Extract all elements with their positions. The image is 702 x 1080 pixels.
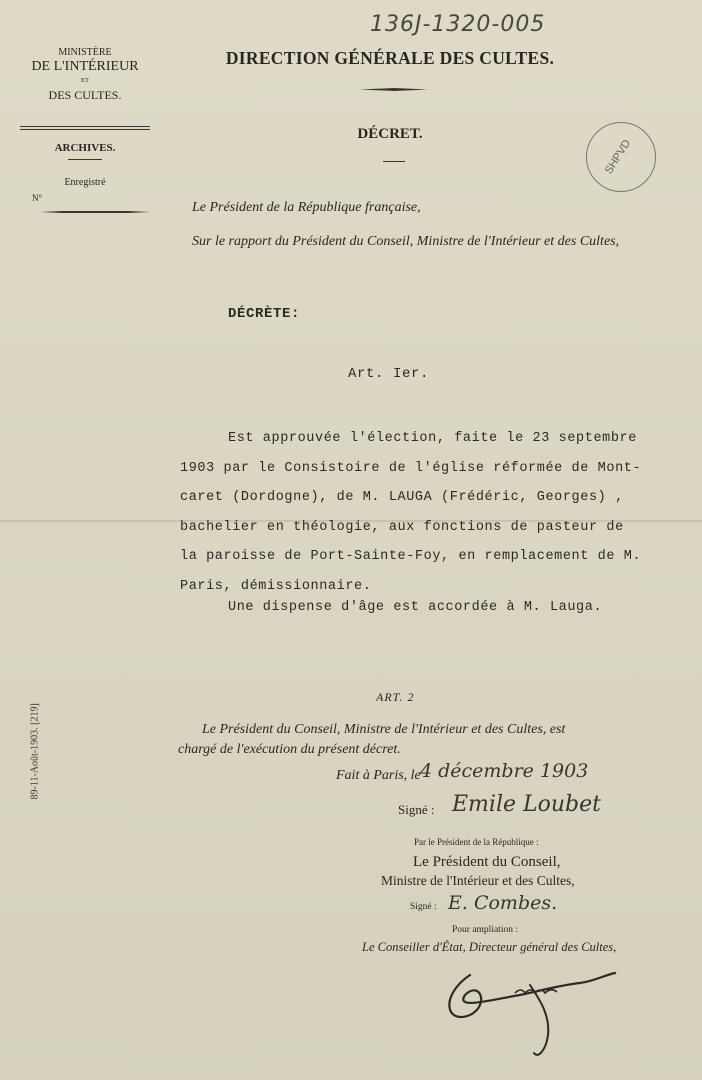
ministry-block — [20, 46, 150, 102]
president-line: Le Président de la République française, — [192, 200, 421, 215]
article-2-line2: chargé de l'exécution du présent décret. — [178, 742, 401, 757]
article-1-text — [180, 424, 641, 601]
signature-combes: E. Combes. — [448, 892, 558, 914]
signature-loubet: Emile Loubet — [452, 792, 601, 817]
ministry-line2: DE L'INTÉRIEUR — [31, 59, 139, 74]
enregistre-label: Enregistré — [64, 177, 106, 188]
conseiller-line: Le Conseiller d'État, Directeur général des Cultes, — [362, 940, 617, 954]
par-le-president: Par le Président de la République : — [414, 837, 539, 847]
ministry-line1: MINISTÈRE — [58, 47, 112, 58]
art1-line: la paroisse de Port-Sainte-Foy, en remplacement de M. — [180, 549, 642, 564]
director-signature-icon — [430, 955, 630, 1065]
rapport-text: Sur le rapport du Président du Conseil, Ministre de l'Intérieur et des Cultes, — [192, 234, 620, 249]
margin-print — [17, 684, 49, 804]
signe-label-2: Signé : — [410, 902, 437, 912]
decrete-heading: DÉCRÈTE: — [228, 306, 301, 322]
article-2-title: ART. 2 — [376, 690, 415, 704]
margin-print-text: 89-11-Août-1903. [219] — [29, 703, 41, 800]
article-2-line1: Le Président du Conseil, Ministre de l'Intérieur et des Cultes, est — [202, 722, 566, 737]
article-1-dispense: Une dispense d'âge est accordée à M. Lauga. — [228, 600, 603, 615]
art1-line: 1903 par le Consistoire de l'église réformée de Mont- — [180, 460, 642, 476]
signe-label: Signé : — [398, 802, 435, 817]
direction-title: DIRECTION GÉNÉRALE DES CULTES. — [225, 48, 555, 68]
pour-ampliation: Pour ampliation : — [452, 925, 518, 935]
art1-line: Paris, démissionnaire. — [180, 578, 372, 594]
stamp-text: SHPVD — [602, 137, 634, 177]
art1-line: Est approuvée l'élection, faite le 23 septembre — [228, 431, 637, 446]
archives-rule — [68, 159, 102, 160]
art1-line: caret (Dordogne), de M. LAUGA (Frédéric, Georges) , — [180, 490, 624, 505]
numero-rule — [40, 211, 150, 213]
ministre-interieur: Ministre de l'Intérieur et des Cultes, — [381, 873, 575, 888]
title-ornament — [360, 88, 428, 91]
decret-title: DÉCRET. — [357, 126, 423, 142]
fait-a-paris: Fait à Paris, le — [336, 768, 421, 783]
ministry-rule-1 — [20, 126, 150, 127]
archive-reference: 136J-1320-005 — [370, 12, 546, 37]
decret-rule — [383, 161, 405, 162]
article-1-title: Art. Ier. — [348, 366, 430, 382]
ministry-rule-2 — [20, 129, 150, 130]
handwritten-date: 4 décembre 1903 — [420, 760, 589, 782]
president-du-conseil: Le Président du Conseil, — [413, 854, 561, 870]
archives-label: ARCHIVES. — [54, 142, 116, 154]
ministry-line4: DES CULTES. — [48, 88, 122, 102]
art1-line: bachelier en théologie, aux fonctions de pasteur de — [180, 519, 624, 535]
numero-label: N° — [32, 193, 43, 203]
ministry-line3: ET — [81, 77, 89, 84]
